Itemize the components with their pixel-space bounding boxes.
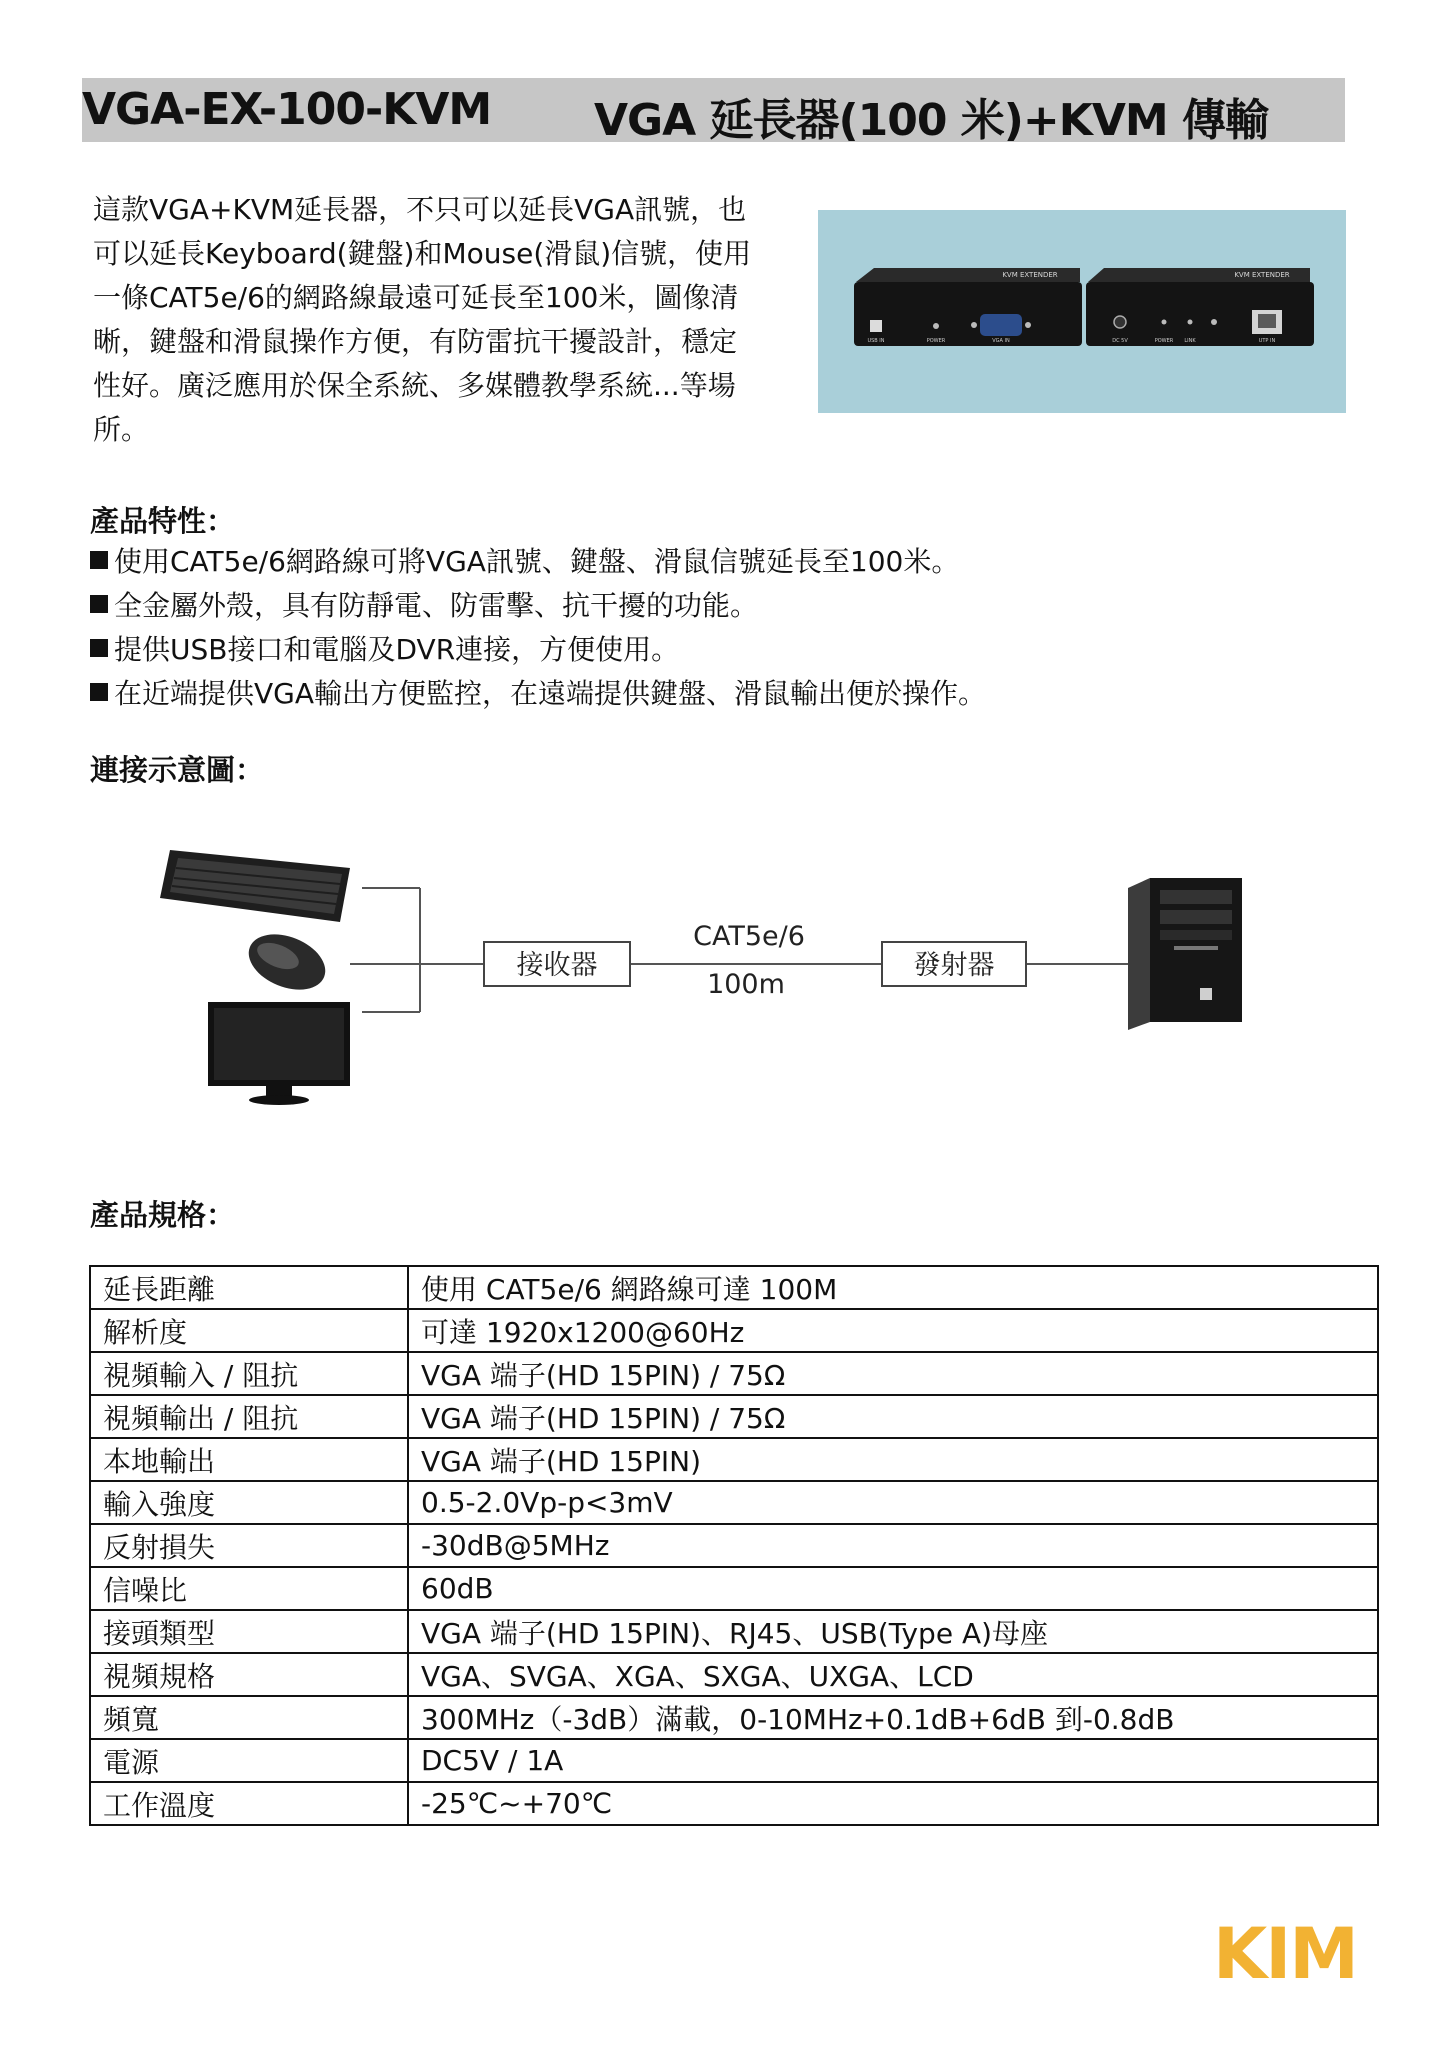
table-row xyxy=(90,1438,1378,1481)
feature-text: 使用CAT5e/6網路線可將VGA訊號、鍵盤、滑鼠信號延長至100米。 xyxy=(114,545,960,578)
spec-label: 輸入強度 xyxy=(90,1481,408,1524)
spec-value: 0.5-2.0Vp-p<3mV xyxy=(408,1481,1378,1524)
port-label: USB IN xyxy=(867,338,885,344)
feature-item xyxy=(90,672,986,716)
spec-label: 反射損失 xyxy=(90,1524,408,1567)
table-row xyxy=(90,1782,1378,1825)
intro-line: 這款VGA+KVM延長器，不只可以延長VGA訊號，也 xyxy=(93,193,747,226)
intro-line: 所。 xyxy=(93,413,150,446)
feature-text: 全金屬外殼，具有防靜電、防雷擊、抗干擾的功能。 xyxy=(114,589,759,622)
power-led-icon xyxy=(933,323,939,329)
table-row xyxy=(90,1395,1378,1438)
features-heading: 產品特性： xyxy=(90,504,236,538)
port-label: POWER xyxy=(1154,338,1174,344)
spec-label: 視頻輸入 / 阻抗 xyxy=(90,1352,408,1395)
spec-table xyxy=(89,1265,1379,1826)
table-row xyxy=(90,1266,1378,1309)
logo-text: KIM xyxy=(1213,1913,1357,1992)
spec-value: 使用 CAT5e/6 網路線可達 100M xyxy=(408,1266,1378,1309)
intro-paragraph xyxy=(93,188,783,452)
specs-heading: 產品規格： xyxy=(90,1198,236,1232)
spec-value: DC5V / 1A xyxy=(408,1739,1378,1782)
bullet-square-icon xyxy=(90,595,108,613)
intro-line: 晰，鍵盤和滑鼠操作方便，有防雷抗干擾設計，穩定 xyxy=(93,325,738,358)
port-label: LINK xyxy=(1184,338,1196,344)
unit-top-label: KVM EXTENDER xyxy=(1234,271,1290,279)
spec-label: 接頭類型 xyxy=(90,1610,408,1653)
port-label: UTP IN xyxy=(1258,338,1276,344)
spec-value: VGA 端子(HD 15PIN) xyxy=(408,1438,1378,1481)
feature-text: 提供USB接口和電腦及DVR連接，方便使用。 xyxy=(114,633,680,666)
port-label: DC 5V xyxy=(1112,338,1128,344)
feature-text: 在近端提供VGA輸出方便監控，在遠端提供鍵盤、滑鼠輸出便於操作。 xyxy=(114,677,987,710)
spec-value: -30dB@5MHz xyxy=(408,1524,1378,1567)
spec-label: 電源 xyxy=(90,1739,408,1782)
table-row xyxy=(90,1696,1378,1739)
keyboard-icon xyxy=(160,850,350,922)
bullet-square-icon xyxy=(90,683,108,701)
feature-item xyxy=(90,540,986,584)
table-row xyxy=(90,1653,1378,1696)
spec-label: 工作溫度 xyxy=(90,1782,408,1825)
feature-list xyxy=(90,540,986,716)
spec-value: VGA 端子(HD 15PIN) / 75Ω xyxy=(408,1395,1378,1438)
transmitter-label: 發射器 xyxy=(913,950,995,981)
spec-label: 延長距離 xyxy=(90,1266,408,1309)
spec-value: 可達 1920x1200@60Hz xyxy=(408,1309,1378,1352)
table-row xyxy=(90,1524,1378,1567)
product-photo xyxy=(818,210,1346,413)
intro-line: 性好。廣泛應用於保全系統、多媒體教學系統...等場 xyxy=(93,369,736,402)
spec-value: VGA、SVGA、XGA、SXGA、UXGA、LCD xyxy=(408,1653,1378,1696)
power-led-icon xyxy=(1162,320,1167,325)
table-row xyxy=(90,1352,1378,1395)
spec-value: VGA 端子(HD 15PIN)、RJ45、USB(Type A)母座 xyxy=(408,1610,1378,1653)
link-led-icon xyxy=(1188,320,1193,325)
connection-diagram xyxy=(0,830,1448,1120)
spec-label: 頻寬 xyxy=(90,1696,408,1739)
intro-line: 一條CAT5e/6的網路線最遠可延長至100米，圖像清 xyxy=(93,281,739,314)
intro-line: 可以延長Keyboard(鍵盤)和Mouse(滑鼠)信號，使用 xyxy=(93,237,752,270)
usb-port-icon xyxy=(870,320,882,332)
extender-unit-local xyxy=(854,268,1082,346)
port-label: POWER xyxy=(926,338,946,344)
spec-value: 60dB xyxy=(408,1567,1378,1610)
table-row xyxy=(90,1567,1378,1610)
feature-item xyxy=(90,584,986,628)
table-row xyxy=(90,1309,1378,1352)
spec-label: 解析度 xyxy=(90,1309,408,1352)
kim-logo xyxy=(1200,1912,1370,1992)
title-bar xyxy=(82,78,1345,146)
spec-value: VGA 端子(HD 15PIN) / 75Ω xyxy=(408,1352,1378,1395)
spec-label: 本地輸出 xyxy=(90,1438,408,1481)
receiver-label: 接收器 xyxy=(516,950,598,981)
spec-value: -25℃~+70℃ xyxy=(408,1782,1378,1825)
product-model: VGA-EX-100-KVM xyxy=(82,84,492,135)
product-name: VGA 延長器(100 米)+KVM 傳輸 xyxy=(594,95,1269,146)
bullet-square-icon xyxy=(90,551,108,569)
mouse-icon xyxy=(241,924,334,1000)
unit-top-label: KVM EXTENDER xyxy=(1002,271,1058,279)
spec-label: 視頻輸出 / 阻抗 xyxy=(90,1395,408,1438)
table-row xyxy=(90,1739,1378,1782)
monitor-icon xyxy=(208,1002,350,1105)
computer-tower-icon xyxy=(1128,878,1242,1030)
table-row xyxy=(90,1610,1378,1653)
spec-label: 信噪比 xyxy=(90,1567,408,1610)
table-row xyxy=(90,1481,1378,1524)
port-label: VGA IN xyxy=(992,338,1010,344)
extender-unit-remote xyxy=(1086,268,1314,346)
cable-type-label: CAT5e/6 xyxy=(693,921,805,952)
bullet-square-icon xyxy=(90,639,108,657)
spec-label: 視頻規格 xyxy=(90,1653,408,1696)
diagram-heading: 連接示意圖： xyxy=(90,753,265,787)
spec-value: 300MHz（-3dB）滿載，0-10MHz+0.1dB+6dB 到-0.8dB xyxy=(408,1696,1378,1739)
dc-jack-icon xyxy=(1114,316,1126,328)
distance-label: 100m xyxy=(707,969,785,1000)
vga-port-icon xyxy=(980,314,1022,336)
feature-item xyxy=(90,628,986,672)
